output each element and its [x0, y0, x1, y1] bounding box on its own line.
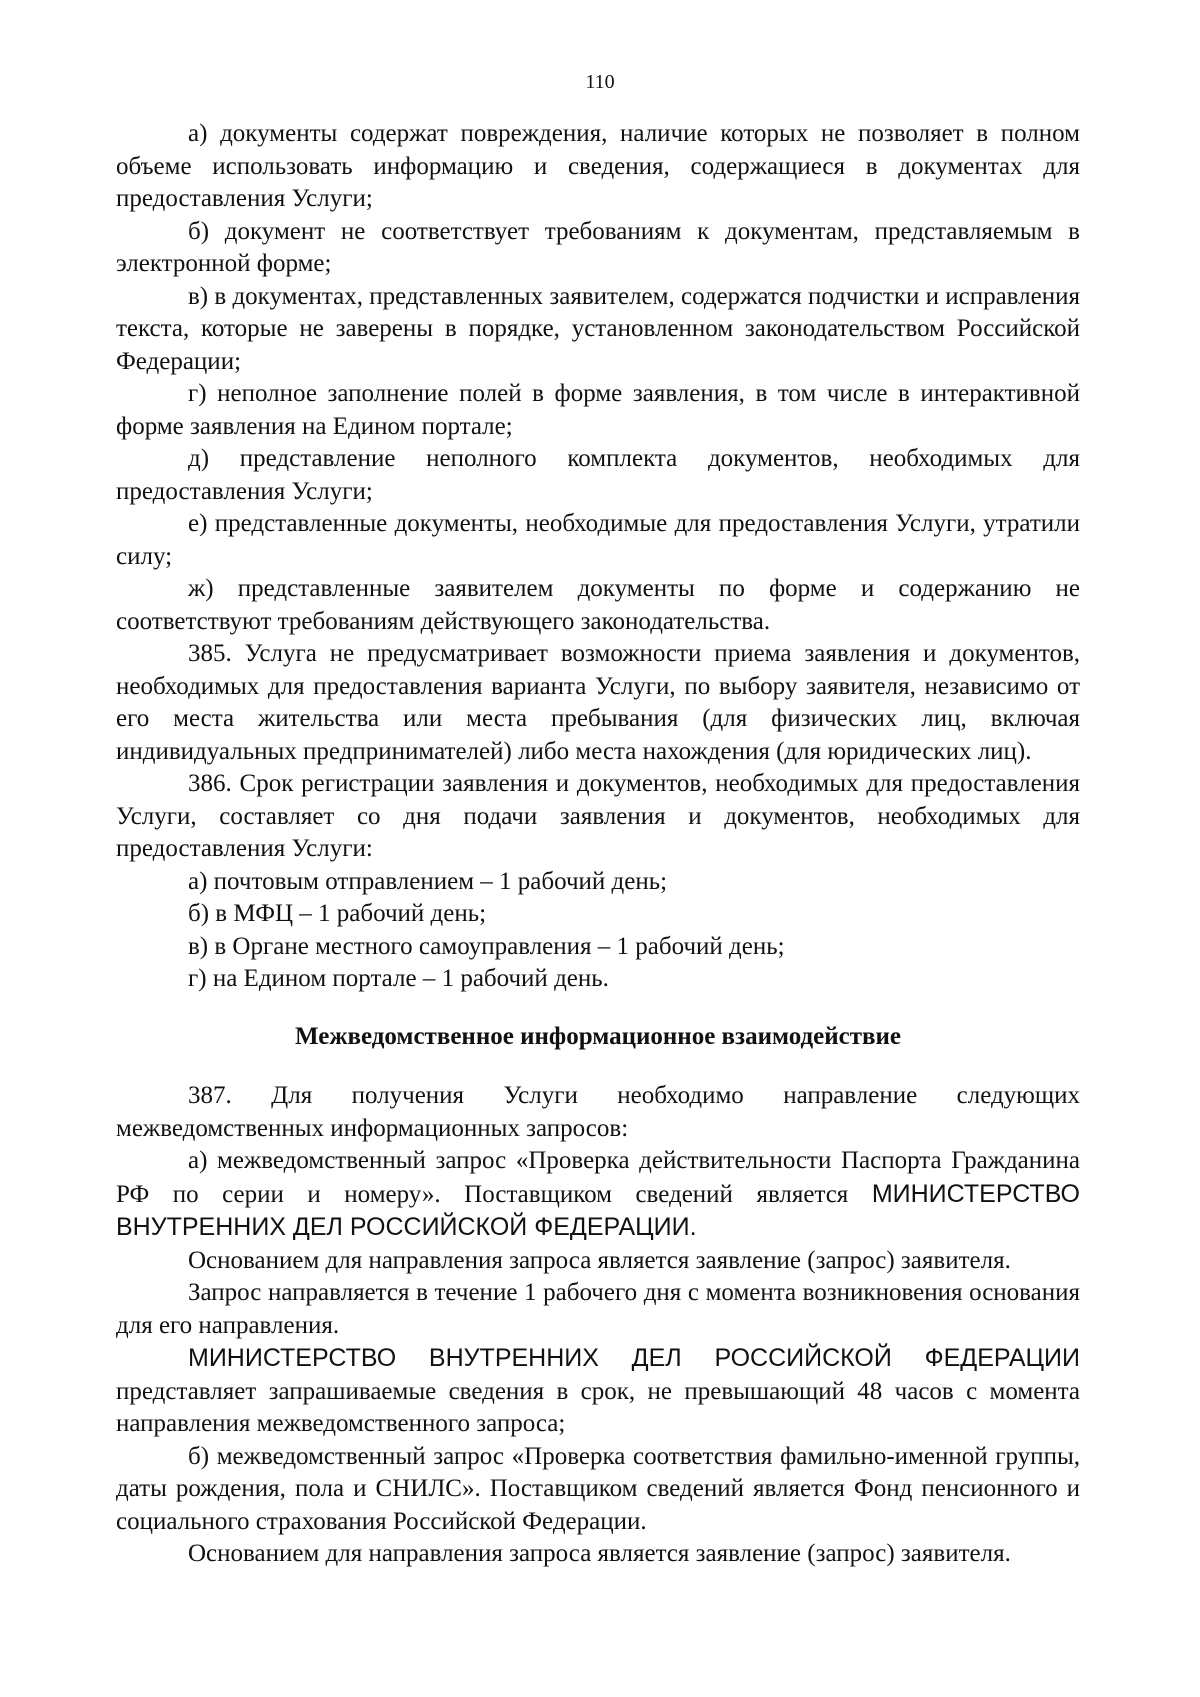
paragraph-386-g: г) на Едином портале – 1 рабочий день. — [188, 965, 609, 992]
paragraph-item-a: а) документы содержат повреждения, наличие которых не позволяет в полном объеме использовать информацию и сведения, содержащиеся в документах для предоставления Услуги; — [116, 120, 1080, 212]
paragraph-item-g: г) неполное заполнение полей в форме заявления, в том числе в интерактивной форме заявления на Едином портале; — [116, 380, 1080, 440]
paragraph-386-b: б) в МФЦ – 1 рабочий день; — [188, 900, 487, 927]
mvd-response-text: представляет запрашиваемые сведения в срок, не превышающий 48 часов с момента направления межведомственного запроса; — [116, 1377, 1080, 1437]
supplier-mvd: МИНИСТЕРСТВО ВНУТРЕННИХ ДЕЛ РОССИЙСКОЙ ФЕДЕРАЦИИ. — [116, 1179, 1080, 1241]
paragraph-mvd-response — [116, 1342, 1080, 1441]
paragraph-385: 385. Услуга не предусматривает возможности приема заявления и документов, необходимых для предоставления варианта Услуги, по выбору заявителя, независимо от его места жительства или места пребывания (для физических лиц, включая индивидуальных предпринимателей) либо места нахождения (для юридических лиц). — [116, 640, 1080, 765]
paragraph-item-b: б) документ не соответствует требованиям к документам, представляемым в электронной форме; — [116, 217, 1080, 277]
paragraph-item-d: д) представление неполного комплекта документов, необходимых для предоставления Услуги; — [116, 445, 1080, 505]
paragraph-387-a — [116, 1145, 1080, 1245]
section-heading: Межведомственное информационное взаимодействие — [295, 1022, 901, 1050]
page-number: 110 — [585, 71, 615, 93]
paragraph-basis-1: Основанием для направления запроса является заявление (запрос) заявителя. — [188, 1246, 1011, 1274]
paragraph-386: 386. Срок регистрации заявления и документов, необходимых для предоставления Услуги, составляет со дня подачи заявления и документов, необходимых для предоставления Услуги: — [116, 770, 1080, 862]
mvd-name-caps: МИНИСТЕРСТВО ВНУТРЕННИХ ДЕЛ РОССИЙСКОЙ ФЕДЕРАЦИИ — [188, 1344, 1080, 1372]
paragraph-386-v: в) в Органе местного самоуправления – 1 рабочий день; — [188, 932, 785, 960]
paragraph-387: 387. Для получения Услуги необходимо направление следующих межведомственных информационных запросов: — [116, 1082, 1080, 1142]
request-a-text: а) межведомственный запрос «Проверка действительности Паспорта Гражданина РФ по серии и номеру». Поставщиком сведений является — [116, 1147, 1080, 1208]
document-body — [116, 118, 1080, 1571]
paragraph-386-a: а) почтовым отправлением – 1 рабочий день; — [188, 867, 668, 895]
paragraph-item-v: в) в документах, представленных заявителем, содержатся подчистки и исправления текста, которые не заверены в порядке, установленном законодательством Российской Федерации; — [116, 282, 1080, 375]
paragraph-item-zh: ж) представленные заявителем документы по форме и содержанию не соответствуют требованиям действующего законодательства. — [116, 575, 1080, 635]
paragraph-timing: Запрос направляется в течение 1 рабочего дня с момента возникновения основания для его направления. — [116, 1279, 1080, 1339]
paragraph-basis-2: Основанием для направления запроса является заявление (запрос) заявителя. — [188, 1540, 1011, 1567]
paragraph-387-b: б) межведомственный запрос «Проверка соответствия фамильно-именной группы, даты рождения, пола и СНИЛС». Поставщиком сведений является Фонд пенсионного и социального страхования Российской Федерации. — [116, 1442, 1080, 1535]
paragraph-item-e: е) представленные документы, необходимые для предоставления Услуги, утратили силу; — [116, 510, 1080, 570]
